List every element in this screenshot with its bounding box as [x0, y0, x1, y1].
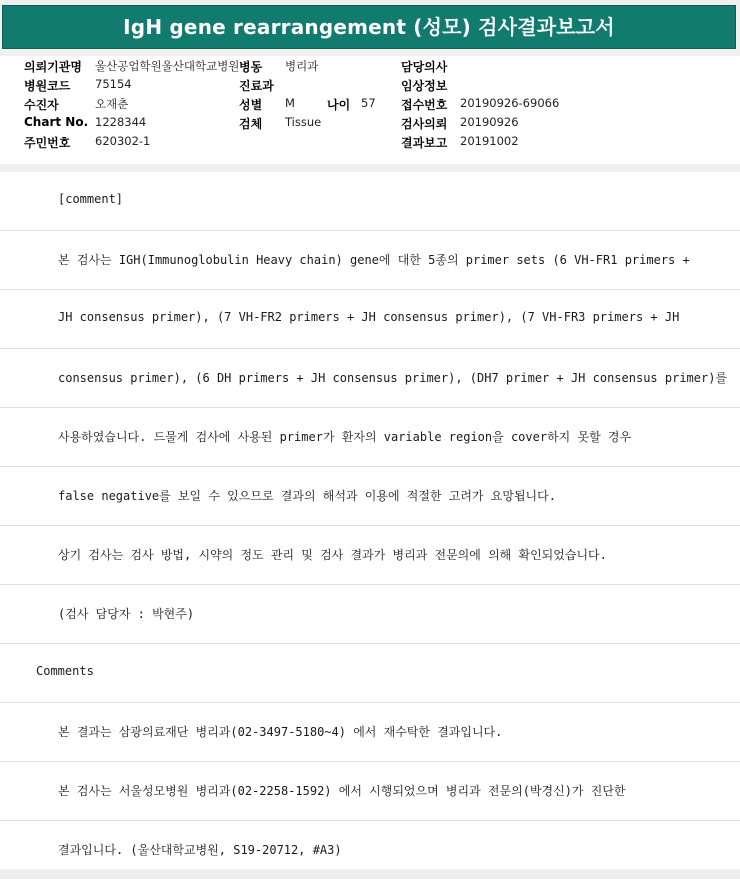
ward-value: 병리과 — [285, 59, 319, 73]
report-line-text: consensus primer), (6 DH primers + JH consensus primer), (DH7 primer + JH consensus primer)를 — [58, 371, 728, 385]
report-line-text: 상기 검사는 검사 방법, 시약의 정도 관리 및 검사 결과가 병리과 전문의에 의해 확인되었습니다. — [58, 548, 607, 562]
report-date-label: 결과보고 — [401, 136, 448, 150]
institution-value: 울산공업학원울산대학교병원 — [95, 59, 240, 73]
report-line — [0, 703, 740, 762]
accession-label: 접수번호 — [401, 98, 448, 112]
report-line-text: 사용하였습니다. 드물게 검사에 사용된 primer가 환자의 variable region을 cover하지 못할 경우 — [58, 430, 632, 444]
report-line-text: false negative를 보일 수 있으므로 결과의 해석과 이용에 적절한 고려가 요망됩니다. — [58, 489, 556, 503]
report-line — [0, 585, 740, 644]
bottom-divider — [0, 869, 740, 879]
accession-value: 20190926-69066 — [460, 96, 560, 110]
patient-value: 오재춘 — [95, 97, 129, 111]
info-row-2 — [0, 77, 740, 95]
report-line-text: 본 검사는 IGH(Immunoglobulin Heavy chain) gene에 대한 5종의 primer sets (6 VH-FR1 primers + — [58, 253, 690, 267]
hospital-code-value: 75154 — [95, 77, 132, 91]
sex-label: 성별 — [239, 98, 263, 112]
info-row-3 — [0, 96, 740, 114]
patient-info-panel — [0, 56, 740, 165]
age-label: 나이 — [327, 98, 351, 112]
title-bar — [0, 0, 740, 56]
sex-value: M — [285, 96, 295, 110]
clinical-info-label: 임상정보 — [401, 79, 448, 93]
report-line-text: (검사 담당자 : 박현주) — [58, 607, 195, 621]
report-line-text: JH consensus primer), (7 VH-FR2 primers + JH consensus primer), (7 VH-FR3 primers + JH — [58, 310, 680, 324]
request-date-value: 20190926 — [460, 115, 519, 129]
request-date-label: 검사의뢰 — [401, 117, 448, 131]
report-line-text: [comment] — [58, 192, 124, 206]
report-line — [0, 349, 740, 408]
specimen-label: 검체 — [239, 117, 263, 131]
section-divider — [0, 164, 740, 172]
report-date-value: 20191002 — [460, 134, 519, 148]
hospital-code-label: 병원코드 — [24, 79, 71, 93]
report-line-text: 본 검사는 서울성모병원 병리과(02-2258-1592) 에서 시행되었으며 병리과 전문의(박경신)가 진단한 — [58, 784, 626, 798]
info-row-4 — [0, 115, 740, 133]
ward-label: 병동 — [239, 60, 263, 74]
report-line-text: 본 결과는 삼광의료재단 병리과(02-3497-5180~4) 에서 재수탁한 결과입니다. — [58, 725, 503, 739]
report-line — [0, 408, 740, 467]
info-row-5 — [0, 134, 740, 152]
chart-no-value: 1228344 — [95, 115, 147, 129]
report-line — [0, 467, 740, 526]
report-title: IgH gene rearrangement (성모) 검사결과보고서 — [2, 5, 736, 49]
report-line — [0, 644, 740, 703]
patient-label: 수진자 — [24, 98, 59, 112]
report-line — [0, 762, 740, 821]
report-line — [0, 231, 740, 290]
report-body — [0, 172, 740, 869]
age-value: 57 — [361, 96, 376, 110]
resident-no-value: 620302-1 — [95, 134, 151, 148]
info-row-1 — [0, 58, 740, 76]
specimen-value: Tissue — [285, 115, 322, 129]
department-label: 진료과 — [239, 79, 274, 93]
doctor-label: 담당의사 — [401, 60, 448, 74]
comments-heading: Comments — [36, 664, 94, 678]
report-line-text: 결과입니다. (울산대학교병원, S19-20712, #A3) — [58, 843, 342, 857]
report-line — [0, 290, 740, 349]
institution-label: 의뢰기관명 — [24, 60, 82, 74]
chart-no-label: Chart No. — [24, 115, 89, 129]
report-line — [0, 526, 740, 585]
resident-no-label: 주민번호 — [24, 136, 71, 150]
report-line — [0, 172, 740, 231]
